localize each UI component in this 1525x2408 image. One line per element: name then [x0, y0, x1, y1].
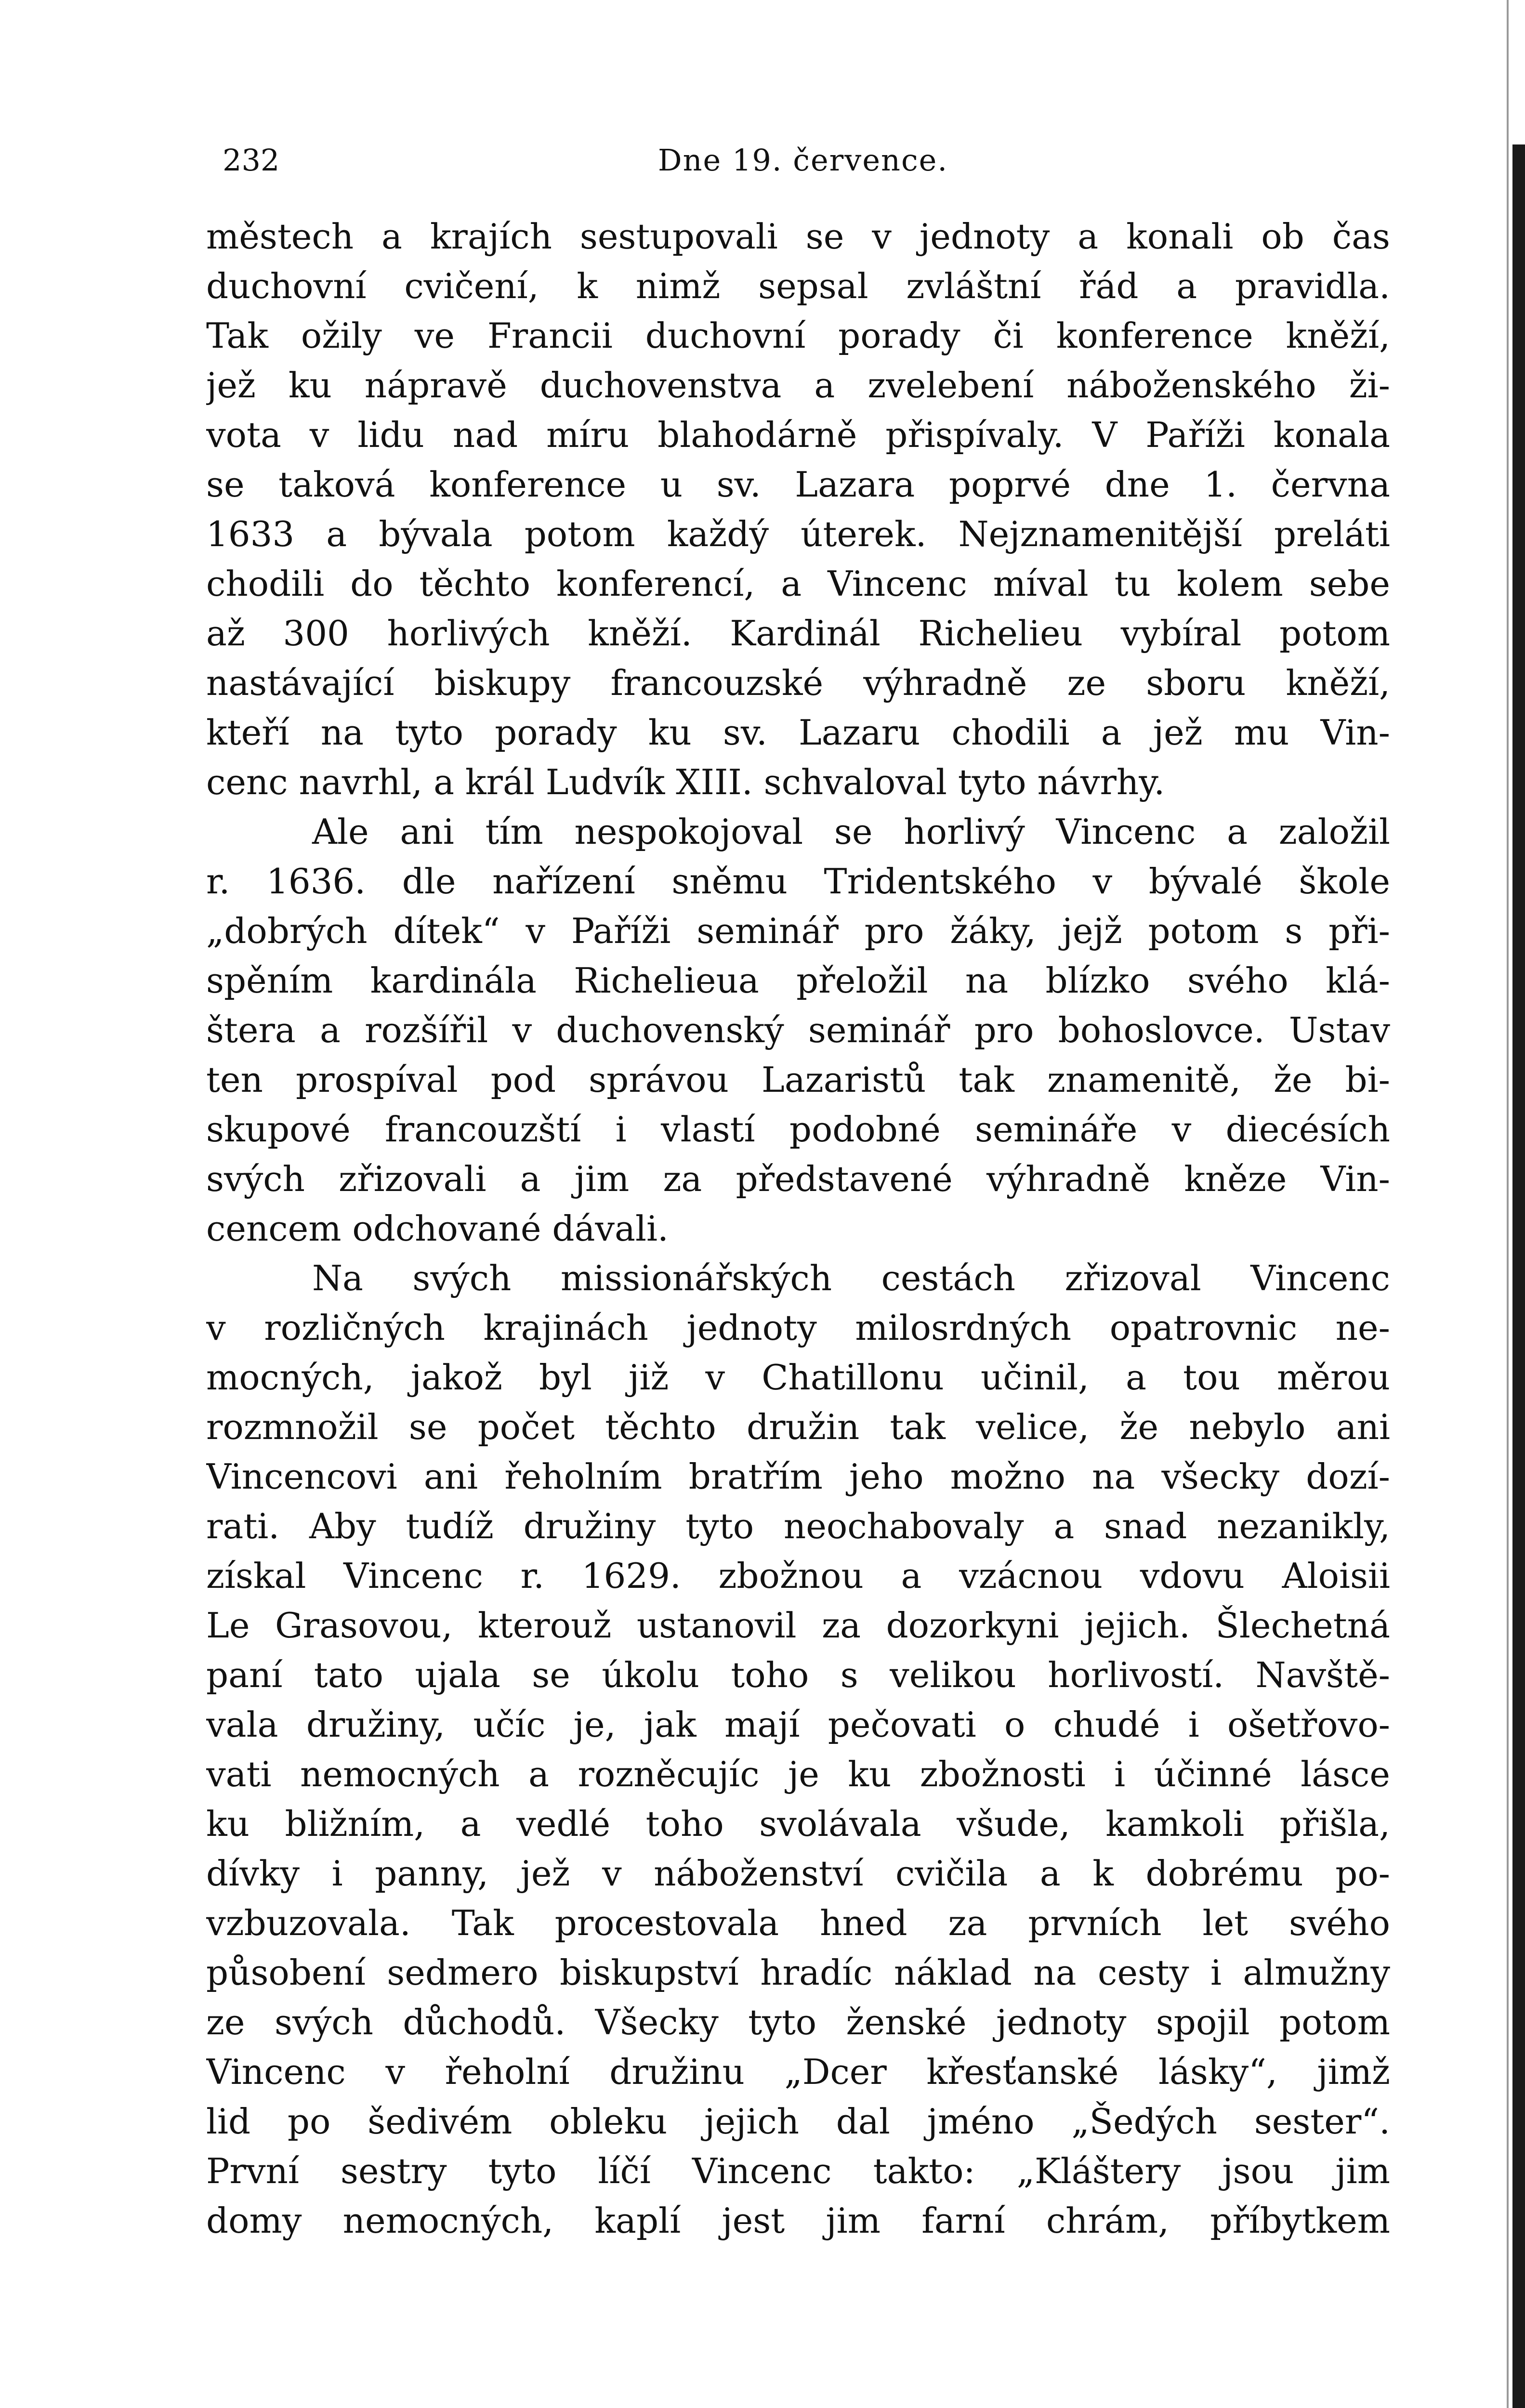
text-line: paní tato ujala se úkolu toho s velikou horlivostí. Navště- — [206, 1655, 1390, 1695]
text-line: dívky i panny, jež v náboženství cvičila a k dobrému po- — [206, 1853, 1390, 1894]
page-number: 232 — [223, 143, 280, 178]
body-text — [206, 212, 1390, 2246]
text-line: Vincencovi ani řeholním bratřím jeho možno na všecky dozí- — [206, 1456, 1390, 1497]
text-line: Le Grasovou, kterouž ustanovil za dozorkyni jejich. Šlechetná — [206, 1605, 1390, 1646]
paragraph-start: Na svých missionářských cestách zřizoval Vincenc — [312, 1258, 1390, 1298]
text-line: cencem odchované dávali. — [206, 1208, 669, 1249]
text-line: vala družiny, učíc je, jak mají pečovati o chudé i ošetřovo- — [206, 1704, 1390, 1745]
text-line: spěním kardinála Richelieua přeložil na blízko svého klá- — [206, 960, 1390, 1001]
text-line: r. 1636. dle nařízení sněmu Tridentského v bývalé škole — [206, 861, 1390, 902]
text-line: „dobrých dítek“ v Paříži seminář pro žáky, jejž potom s při- — [206, 911, 1390, 951]
text-line: cenc navrhl, a král Ludvík XIII. schvaloval tyto návrhy. — [206, 762, 1165, 802]
text-line: vzbuzovala. Tak procestovala hned za prvních let svého — [206, 1903, 1390, 1943]
text-line: První sestry tyto líčí Vincenc takto: „Kláštery jsou jim — [206, 2151, 1390, 2191]
text-line: duchovní cvičení, k nimž sepsal zvláštní řád a pravidla. — [206, 266, 1390, 306]
text-line: chodili do těchto konferencí, a Vincenc míval tu kolem sebe — [206, 563, 1390, 604]
page-header — [223, 134, 1383, 187]
text-line: vota v lidu nad míru blahodárně přispívaly. V Paříži konala — [206, 415, 1390, 455]
text-line: v rozličných krajinách jednoty milosrdných opatrovnic ne- — [206, 1308, 1390, 1348]
text-line: Vincenc v řeholní družinu „Dcer křesťanské lásky“, jimž — [206, 2052, 1390, 2092]
scan-edge-shadow — [1507, 0, 1509, 2408]
text-line: působení sedmero biskupství hradíc náklad na cesty i almužny — [206, 1952, 1390, 1993]
text-line: ten prospíval pod správou Lazaristů tak znamenitě, že bi- — [206, 1060, 1390, 1100]
text-line: rozmnožil se počet těchto družin tak velice, že nebylo ani — [206, 1407, 1390, 1447]
text-line: štera a rozšířil v duchovenský seminář pro bohoslovce. Ustav — [206, 1010, 1390, 1050]
text-line: se taková konference u sv. Lazara poprvé dne 1. června — [206, 464, 1390, 505]
scan-edge-border — [1512, 144, 1525, 2408]
text-line: vati nemocných a rozněcujíc je ku zbožnosti i účinné lásce — [206, 1754, 1390, 1794]
text-line: nastávající biskupy francouzské výhradně ze sboru kněží, — [206, 663, 1390, 703]
paragraph-start: Ale ani tím nespokojoval se horlivý Vincenc a založil — [312, 811, 1390, 852]
text-line: získal Vincenc r. 1629. zbožnou a vzácnou vdovu Aloisii — [206, 1556, 1390, 1596]
text-line: lid po šedivém obleku jejich dal jméno „Šedých sester“. — [206, 2101, 1390, 2142]
text-line: ku bližním, a vedlé toho svolávala všude, kamkoli přišla, — [206, 1804, 1390, 1844]
text-line: ze svých důchodů. Všecky tyto ženské jednoty spojil potom — [206, 2002, 1390, 2042]
running-head: Dne 19. července. — [657, 143, 948, 178]
text-line: 1633 a bývala potom každý úterek. Nejznamenitější preláti — [206, 514, 1390, 554]
text-line: mocných, jakož byl již v Chatillonu učinil, a tou měrou — [206, 1357, 1390, 1398]
text-line: skupové francouzští i vlastí podobné semináře v diecésích — [206, 1109, 1390, 1150]
text-line: svých zřizovali a jim za představené výhradně kněze Vin- — [206, 1159, 1390, 1199]
text-line: kteří na tyto porady ku sv. Lazaru chodili a jež mu Vin- — [206, 712, 1390, 753]
text-line: rati. Aby tudíž družiny tyto neochabovaly a snad nezanikly, — [206, 1506, 1390, 1546]
text-line: městech a krajích sestupovali se v jednoty a konali ob čas — [206, 216, 1390, 257]
text-line: jež ku nápravě duchovenstva a zvelebení náboženského ži- — [206, 365, 1390, 406]
text-line: až 300 horlivých kněží. Kardinál Richelieu vybíral potom — [206, 613, 1390, 654]
text-line: Tak ožily ve Francii duchovní porady či konference kněží, — [206, 315, 1390, 356]
text-line: domy nemocných, kaplí jest jim farní chrám, příbytkem — [206, 2200, 1390, 2241]
